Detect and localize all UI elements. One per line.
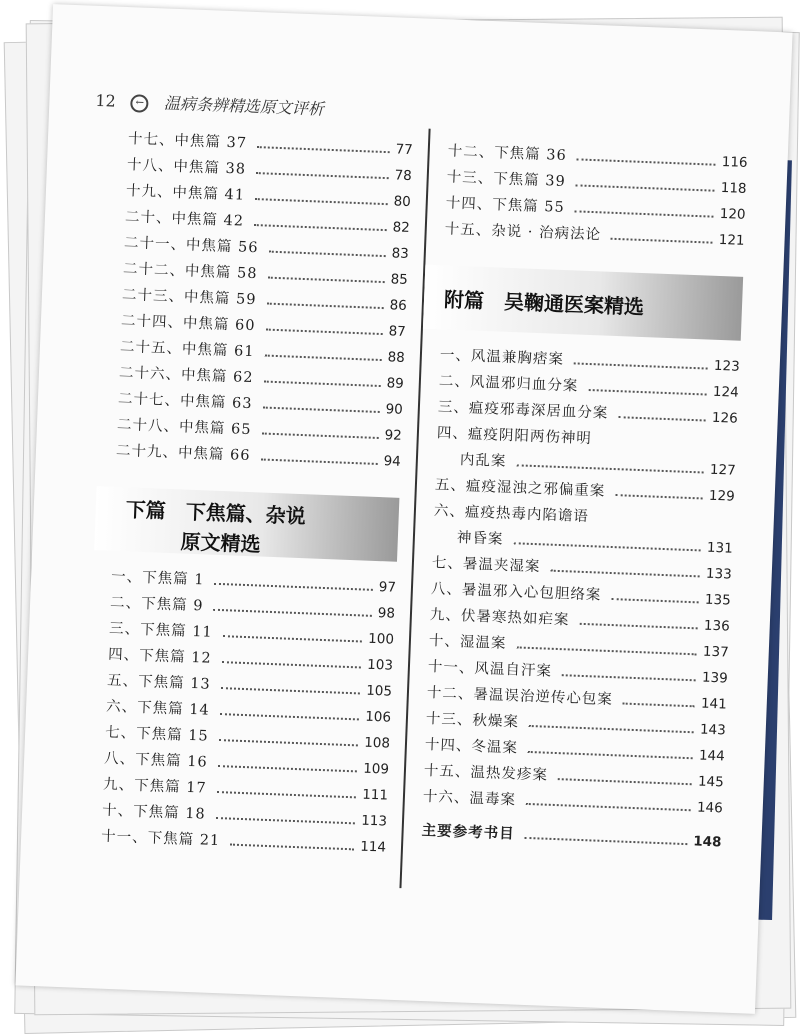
- toc-entry-label: 九、伏暑寒热如疟案: [429, 607, 570, 629]
- toc-list-lower-jiao-cont: [444, 139, 748, 254]
- leader-dots: [526, 803, 691, 811]
- leader-dots: [576, 184, 715, 191]
- toc-entry-page: 136: [703, 617, 731, 635]
- toc-entry-page: 113: [360, 812, 388, 830]
- toc-entry-label: 五、下焦篇 13: [106, 672, 211, 693]
- toc-entry-label: 二十四、中焦篇 60: [120, 313, 256, 335]
- toc-entry-page: 137: [702, 643, 730, 661]
- toc-entry-label: 十三、秋燥案: [425, 711, 520, 731]
- book-page: [15, 4, 792, 1014]
- leader-dots: [260, 458, 377, 464]
- toc-list-case-records: [422, 343, 740, 822]
- leader-dots: [516, 646, 697, 655]
- toc-entry-page: 105: [365, 682, 393, 700]
- toc-entry-label: 十四、下焦篇 55: [445, 195, 566, 216]
- leader-dots: [516, 464, 704, 473]
- toc-entry-label: 主要参考书目: [421, 822, 515, 843]
- toc-entry-page: 143: [699, 721, 727, 739]
- toc-entry-page: 127: [709, 461, 737, 479]
- toc-entry-page: 123: [713, 357, 741, 375]
- leader-dots: [524, 837, 687, 845]
- toc-entry-label: 五、瘟疫湿浊之邪偏重案: [434, 477, 606, 500]
- leader-dots: [220, 713, 360, 720]
- leader-dots: [267, 277, 384, 283]
- leader-dots: [574, 362, 708, 369]
- toc-entry-page: 83: [391, 245, 410, 262]
- toc-entry-page: 78: [394, 167, 413, 185]
- toc-entry-page: 141: [700, 695, 728, 713]
- toc-entry-page: 109: [362, 760, 390, 778]
- toc-list-lower-jiao: [101, 565, 397, 862]
- toc-entry-page: 114: [359, 838, 387, 856]
- section-banner-fu: [423, 265, 743, 341]
- toc-entry-label: 十、湿温案: [428, 633, 507, 653]
- toc-entry-label: 十八、中焦篇 38: [126, 157, 247, 178]
- section-title: 下篇 下焦篇、杂说: [125, 497, 307, 529]
- toc-entry-label: 十一、风温自汗案: [427, 659, 553, 680]
- leader-dots: [213, 609, 371, 617]
- toc-entry-label: 七、暑温夹湿案: [431, 555, 541, 576]
- leader-dots: [611, 238, 713, 244]
- leader-dots: [265, 329, 382, 335]
- page-number: 12: [95, 90, 117, 111]
- leader-dots: [256, 172, 389, 179]
- toc-entry-page: 121: [718, 231, 745, 249]
- toc-entry-page: 133: [705, 565, 733, 583]
- toc-entry-page: 100: [367, 630, 395, 648]
- leader-dots: [217, 791, 357, 798]
- toc-entry-page: 129: [708, 487, 736, 505]
- toc-entry-references[interactable]: [421, 819, 722, 856]
- toc-entry-label: 十二、暑温误治逆传心包案: [426, 685, 614, 709]
- toc-entry-page: 92: [384, 427, 403, 444]
- toc-entry-label: 四、瘟疫阴阳两伤神明: [436, 425, 593, 448]
- toc-entry-label: 一、下焦篇 1: [110, 568, 205, 589]
- section-subtitle: 原文精选: [180, 529, 261, 557]
- toc-entry-page: 89: [386, 375, 405, 392]
- left-column: [101, 127, 414, 861]
- toc-entry-page: 98: [377, 605, 396, 622]
- leader-dots: [528, 751, 693, 759]
- toc-entry-page: 80: [393, 193, 412, 211]
- leader-dots: [264, 355, 381, 361]
- leader-dots: [577, 158, 716, 165]
- leader-dots: [550, 570, 700, 578]
- page-header: [95, 88, 324, 120]
- toc-entry-page: 97: [378, 579, 397, 596]
- toc-entry-page: 86: [389, 297, 408, 314]
- leader-dots: [562, 674, 696, 681]
- right-column: [421, 139, 748, 856]
- toc-entry-label: 十五、温热发疹案: [423, 762, 549, 784]
- leader-dots: [513, 542, 701, 551]
- toc-entry-label: 三、瘟疫邪毒深居血分案: [437, 399, 609, 422]
- leader-dots: [615, 494, 703, 499]
- toc-entry-label: 六、瘟疫热毒内陷谵语: [433, 503, 590, 526]
- leader-dots: [575, 210, 714, 217]
- toc-entry-page: 106: [364, 708, 392, 726]
- leader-dots: [218, 765, 358, 772]
- back-arrow-icon: ←: [131, 94, 150, 113]
- toc-entry-label: 十一、下焦篇 21: [100, 828, 221, 850]
- section-banner-xia: [94, 486, 399, 562]
- leader-dots: [588, 389, 707, 396]
- toc-entry-page: 126: [711, 409, 739, 427]
- toc-entry-page: 103: [366, 656, 394, 674]
- toc-entry-page: 77: [395, 141, 414, 159]
- toc-entry-label: 二十一、中焦篇 56: [123, 235, 259, 257]
- toc-entry-label: 七、下焦篇 15: [104, 724, 209, 745]
- toc-entry-page: 120: [719, 205, 746, 223]
- toc-entry-page: 139: [701, 669, 729, 687]
- toc-entry-label: 四、下焦篇 12: [107, 646, 212, 667]
- toc-entry-label: 十九、中焦篇 41: [125, 183, 246, 204]
- toc-entry-label: 二、下焦篇 9: [109, 594, 204, 615]
- leader-dots: [268, 251, 385, 257]
- leader-dots: [611, 598, 699, 603]
- toc-entry-label: 二十七、中焦篇 63: [117, 390, 253, 413]
- leader-dots: [254, 224, 387, 231]
- toc-entry-label: 一、风温兼胸痞案: [439, 347, 565, 369]
- leader-dots: [623, 703, 695, 708]
- toc-entry-label: 内乱案: [459, 452, 507, 470]
- leader-dots: [558, 778, 692, 785]
- leader-dots: [222, 661, 362, 668]
- leader-dots: [266, 303, 383, 309]
- book-title: 温病条辨精选原文评析: [163, 93, 325, 119]
- toc-entry-label: 三、下焦篇 11: [108, 620, 213, 641]
- toc-entry-label: 十七、中焦篇 37: [127, 131, 248, 152]
- section-title: 附篇 吴鞠通医案精选: [443, 287, 645, 320]
- toc-entry-label: 二十六、中焦篇 62: [118, 364, 254, 387]
- leader-dots: [529, 725, 694, 733]
- toc-entry-label: 十、下焦篇 18: [101, 802, 206, 823]
- toc-entry-label: 十三、下焦篇 39: [446, 169, 567, 190]
- leader-dots: [223, 635, 363, 642]
- toc-entry-page: 144: [698, 747, 726, 765]
- leader-dots: [579, 623, 698, 630]
- toc-entry-page: 146: [696, 799, 724, 817]
- toc-entry-page: 94: [383, 453, 402, 470]
- leader-dots: [221, 687, 361, 694]
- toc-entry-label: 神昏案: [456, 530, 504, 548]
- toc-entry-page: 111: [361, 786, 389, 804]
- toc-entry-label: 二十三、中焦篇 59: [121, 287, 257, 309]
- leader-dots: [261, 432, 378, 438]
- toc-entry-label: 十六、温毒案: [422, 788, 517, 809]
- toc-entry-page: 108: [363, 734, 391, 752]
- leader-dots: [263, 381, 380, 387]
- toc-entry-label: 二十二、中焦篇 58: [122, 261, 258, 283]
- toc-entry-page: 88: [387, 349, 406, 366]
- toc-entry-label: 九、下焦篇 17: [102, 776, 207, 797]
- toc-entry-label: 六、下焦篇 14: [105, 698, 210, 719]
- toc-entry-page: 135: [704, 591, 732, 609]
- toc-entry-page: 131: [706, 539, 734, 557]
- toc-entry-page: 118: [720, 179, 747, 197]
- toc-entry-label: 十四、冬温案: [424, 736, 519, 757]
- toc-entry-label: 二、风温邪归血分案: [438, 373, 579, 395]
- toc-entry-page: 87: [388, 323, 407, 340]
- toc-entry-page: 90: [385, 401, 404, 418]
- toc-entry-label: 八、暑温邪入心包胆络案: [430, 581, 602, 604]
- toc-entry-page: 116: [721, 153, 748, 171]
- toc-entry-label: 二十、中焦篇 42: [124, 209, 245, 230]
- toc-entry-label: 十五、杂说 · 治病法论: [444, 221, 602, 244]
- toc-list-middle-jiao: [115, 127, 413, 476]
- leader-dots: [230, 844, 354, 851]
- toc-entry-page: 145: [697, 773, 725, 791]
- leader-dots: [262, 406, 379, 412]
- toc-entry-page: 148: [692, 833, 722, 851]
- leader-dots: [216, 817, 356, 824]
- toc-entry-page: 85: [390, 271, 409, 288]
- toc-entry-label: 十二、下焦篇 36: [447, 143, 568, 164]
- leader-dots: [214, 583, 372, 591]
- toc-entry-page: 124: [712, 383, 740, 401]
- leader-dots: [257, 146, 390, 153]
- toc-entry-label: 二十八、中焦篇 65: [116, 416, 252, 439]
- leader-dots: [255, 198, 388, 205]
- toc-entry-page: 82: [392, 219, 411, 237]
- toc-entry-label: 八、下焦篇 16: [103, 750, 208, 771]
- toc-entry-label: 二十五、中焦篇 61: [119, 338, 255, 361]
- toc-entry-label: 二十九、中焦篇 66: [115, 442, 251, 465]
- leader-dots: [219, 739, 359, 746]
- leader-dots: [618, 416, 706, 421]
